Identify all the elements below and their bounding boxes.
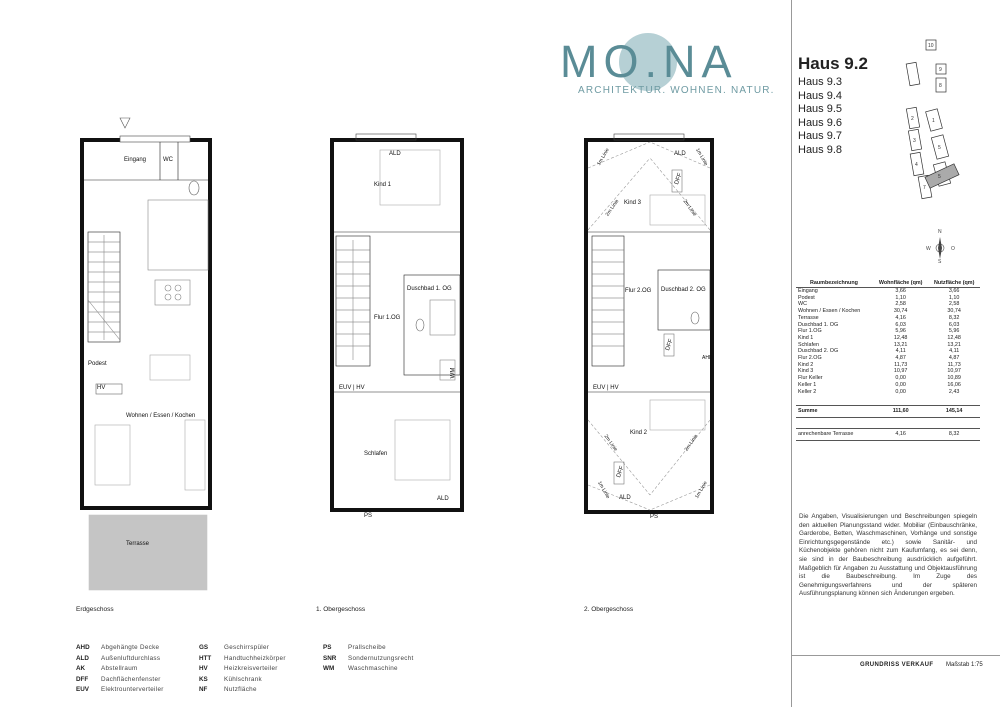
room-label-terrasse: Terrasse	[126, 541, 150, 547]
room-label-wohnen: Wohnen / Essen / Kochen	[126, 413, 196, 419]
cell: 5,96	[895, 328, 906, 335]
legend-item: ALD Außenluftdurchlass	[76, 654, 161, 662]
cell: 10,89	[947, 375, 961, 382]
legend-item: WM Waschmaschine	[323, 665, 398, 673]
floor-caption-eg: Erdgeschoss	[76, 606, 114, 613]
cell: Keller 1	[798, 381, 817, 388]
cell: 2,58	[895, 301, 906, 308]
roof-line-2m-tl: 2m Linie	[604, 198, 621, 218]
cell: anrechenbare Terrasse	[796, 428, 873, 440]
cell: 6,03	[895, 321, 906, 328]
logo-text: MO.NA	[560, 36, 738, 87]
house-item: Haus 9.7	[798, 130, 843, 142]
legend-item: PS Prallscheibe	[323, 644, 386, 651]
cell: 11,73	[894, 361, 908, 368]
cell: 10,97	[947, 368, 961, 375]
room-label-euv-hv-og1: EUV | HV	[339, 385, 365, 391]
house-item: Haus 9.3	[798, 76, 843, 88]
room-label-schlafen: Schlafen	[364, 451, 388, 457]
legend-item: SNR Sondernutzungsrecht	[323, 654, 414, 662]
cell: Podest	[798, 294, 815, 301]
cell: Kind 3	[798, 368, 814, 375]
cell: 4,16	[895, 314, 906, 321]
room-label-ald-bottom-og1: ALD	[437, 496, 449, 502]
cell: 12,48	[947, 334, 961, 341]
panel-divider	[791, 0, 792, 707]
cell: 3,66	[895, 288, 906, 294]
cell: 4,11	[895, 348, 906, 355]
site-plan	[900, 38, 960, 208]
cell: 0,00	[895, 375, 906, 382]
table-row	[796, 328, 980, 335]
legend-item: EUV Elektrounterverteiler	[76, 686, 164, 694]
table-sum-row	[796, 406, 980, 418]
roof-line-1m-tl: 1m Linie	[596, 147, 611, 167]
room-label-wc: WC	[163, 157, 173, 163]
cell: WC	[798, 301, 807, 308]
footer-scale: Maßstab 1:75	[946, 662, 983, 668]
legend-item: GS Geschirrspüler	[199, 644, 270, 651]
cell: 145,14	[928, 406, 980, 418]
table-header-row	[796, 279, 980, 288]
table-row	[796, 348, 980, 355]
cell: Schlafen	[798, 341, 819, 348]
cell: 3,66	[948, 288, 960, 294]
cell: 13,21	[947, 341, 961, 348]
footer-title: GRUNDRISS VERKAUF	[860, 662, 934, 668]
house-title: Haus 9.2	[798, 54, 868, 73]
cell: Flur 2.OG	[798, 355, 822, 362]
compass-w: W	[926, 246, 931, 252]
legend-item: KS Kühlschrank	[199, 675, 262, 683]
cell: 4,16	[873, 428, 928, 440]
floor-caption-og2: 2. Obergeschoss	[584, 606, 634, 613]
room-label-euv-hv-og2: EUV | HV	[593, 385, 619, 391]
table-row	[796, 389, 980, 396]
room-label-dff-bottom: DFF	[616, 465, 626, 479]
house-item: Haus 9.6	[798, 116, 843, 129]
table-header: Raumbezeichnung	[796, 279, 873, 288]
table-row	[796, 355, 980, 362]
cell: Kind 1	[798, 334, 814, 341]
room-label-ald-top-og2: ALD	[674, 151, 686, 157]
table-header: Nutzfläche (qm)	[928, 279, 980, 288]
compass-n: N	[938, 229, 942, 235]
legend-column-1	[76, 643, 164, 696]
room-label-wm: WM	[450, 367, 457, 379]
cell: 8,32	[928, 428, 980, 440]
cell: 11,73	[947, 361, 961, 368]
room-label-ahd: AHD	[702, 355, 713, 361]
table-row	[796, 335, 980, 342]
room-label-ald-bottom-og2: ALD	[619, 495, 631, 501]
cell: 4,87	[948, 355, 960, 362]
cell: 2,43	[948, 388, 960, 395]
compass-s: S	[938, 259, 942, 264]
plan-eg	[80, 118, 212, 590]
disclaimer: Die Angaben, Visualisierungen und Beschreibungen spiegeln den aktuellen Planungsstand wider. Mobiliar (Einbauschränke, Garderobe, Betten, Waschmaschinen, Vorhänge und sonstige Einrichtungsgegenstände etc.) sowie Sanitär- und Küchenobjekte gehören nicht zum Kaufumfang, es sei denn, sie sind in der Baubeschreibung ausdrücklich aufgeführt. Maßgeblich für Angaben zu Ausstattung und Objektausführung ist die Baubeschreibung. Im Zuge des Genehmigungsverfahrens und der späteren Ausführungsplanung können sich Änderungen ergeben.	[799, 513, 977, 598]
room-label-flur-og2: Flur 2.OG	[625, 288, 652, 294]
cell: Terrasse	[798, 314, 819, 321]
table-row	[796, 315, 980, 322]
legend-item: AK Abstellraum	[76, 665, 138, 673]
room-label-dff-top: DFF	[674, 172, 684, 186]
plan-og2	[584, 134, 714, 514]
cell: 1,10	[895, 294, 906, 301]
table-row	[796, 288, 980, 295]
site-label: 2	[911, 116, 914, 122]
table-row	[796, 295, 980, 302]
cell: 5,96	[948, 328, 960, 335]
table-terrace-row	[796, 428, 980, 440]
room-label-ps-og1: PS	[364, 513, 373, 519]
room-label-kind1: Kind 1	[374, 182, 392, 188]
plan-og1	[330, 134, 464, 512]
cell: Flur 1.OG	[798, 328, 822, 335]
house-list	[798, 76, 842, 157]
cell: Keller 2	[798, 388, 817, 395]
legend-item: AHD Abgehängte Decke	[76, 644, 160, 651]
roof-line-2m-tr: 2m Linie	[681, 198, 698, 218]
room-label-dff-mid: DFF	[665, 338, 675, 352]
cell: 16,06	[947, 381, 961, 388]
table-row	[796, 375, 980, 382]
cell: 4,11	[949, 348, 960, 355]
legend-column-2	[199, 643, 286, 696]
cell: Kind 2	[798, 361, 814, 368]
cell: Duschbad 1. OG	[798, 321, 839, 328]
table-row	[796, 308, 980, 315]
roof-line-2m-br: 2m Linie	[683, 433, 700, 453]
site-label: 4	[915, 162, 918, 168]
cell: 0,00	[895, 381, 906, 388]
room-label-kind2: Kind 2	[630, 430, 648, 436]
compass-icon	[925, 228, 957, 264]
cell: 10,97	[893, 368, 908, 375]
legend-column-3	[323, 643, 414, 675]
room-label-flur-og1: Flur 1.OG	[374, 315, 401, 321]
area-table	[796, 279, 980, 441]
cell: 111,60	[873, 406, 928, 418]
site-label: 5	[938, 174, 941, 180]
site-label: 3	[913, 138, 916, 144]
cell: Duschbad 2. OG	[798, 348, 839, 355]
house-item: Haus 9.8	[798, 143, 843, 156]
table-row	[796, 342, 980, 349]
cell: Flur Keller	[798, 375, 823, 382]
legend-item: DFF Dachflächenfenster	[76, 675, 161, 683]
site-label: 5	[938, 145, 941, 151]
roof-line-1m-br: 1m Linie	[694, 480, 709, 500]
site-label: 8	[939, 83, 942, 89]
cell: Wohnen / Essen / Kochen	[798, 308, 861, 315]
table-row	[796, 362, 980, 369]
legend-item: HV Heizkreisverteiler	[199, 665, 278, 673]
table-header: Wohnfläche (qm)	[873, 279, 928, 288]
footer-divider	[791, 655, 1000, 656]
room-label-duschbad-og2: Duschbad 2. OG	[661, 287, 706, 293]
roof-line-2m-bl: 2m Linie	[602, 433, 619, 453]
site-label: 1	[932, 118, 935, 124]
legend-item: HTT Handtuchheizkörper	[199, 654, 286, 662]
room-label-hv: HV	[97, 385, 106, 391]
cell: 6,03	[948, 321, 960, 328]
site-label: 10	[928, 43, 934, 49]
cell: 30,74	[893, 308, 908, 315]
cell: 1,10	[948, 294, 960, 301]
logo-subtitle: ARCHITEKTUR. WOHNEN. NATUR.	[578, 85, 775, 96]
room-label-duschbad-og1: Duschbad 1. OG	[407, 286, 452, 292]
house-item: Haus 9.5	[798, 103, 843, 115]
site-label: 7	[923, 185, 926, 191]
table-row	[796, 368, 980, 375]
cell: 0,00	[895, 388, 906, 395]
room-label-ald-top-og1: ALD	[389, 151, 401, 157]
house-item: Haus 9.4	[798, 89, 843, 102]
cell: 4,87	[895, 355, 906, 362]
legend-item: NF Nutzfläche	[199, 686, 257, 694]
room-label-kind3: Kind 3	[624, 200, 642, 206]
cell: 30,74	[947, 308, 961, 315]
room-label-podest: Podest	[88, 361, 107, 367]
cell: Summe	[796, 406, 873, 418]
floor-caption-og1: 1. Obergeschoss	[316, 606, 366, 613]
cell: 12,48	[893, 334, 908, 341]
room-label-ps-og2: PS	[650, 514, 659, 520]
site-label: 9	[939, 67, 942, 73]
cell: Eingang	[798, 288, 818, 294]
roof-line-1m-bl: 1m Linie	[596, 480, 611, 500]
cell: 2,58	[948, 301, 960, 308]
cell: 13,21	[893, 341, 908, 348]
roof-line-1m-tr: 1m Linie	[694, 147, 709, 167]
room-label-eingang: Eingang	[124, 157, 147, 163]
table-row	[796, 382, 980, 389]
table-row	[796, 322, 980, 329]
compass-o: O	[951, 246, 955, 252]
table-row	[796, 301, 980, 308]
cell: 8,32	[948, 314, 960, 321]
